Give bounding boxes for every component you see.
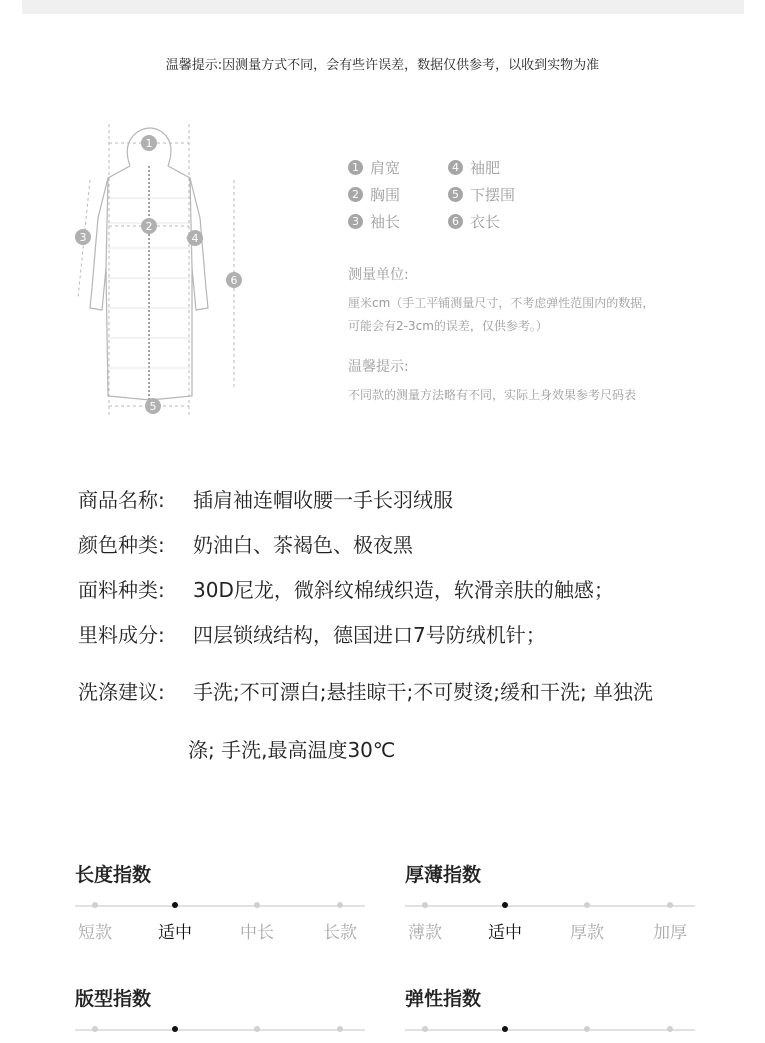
legend-item: 4 袖肥 (448, 157, 548, 178)
spec-lining: 里料成分: 四层锁绒结构，德国进口7号防绒机针； (78, 623, 546, 647)
diagram-num-5: 5 (149, 400, 157, 413)
index-track (75, 905, 365, 907)
index-option: 适中 (158, 923, 192, 943)
index-option: 短款 (78, 923, 112, 943)
index-stop (584, 1026, 590, 1032)
unit-title: 测量单位: (348, 267, 409, 283)
index-stop (584, 902, 590, 908)
measurement-unit (348, 264, 654, 338)
diagram-num-4: 4 (191, 232, 199, 245)
reminder-text: 不同款的测量方法略有不同，实际上身效果参考尺码表 (348, 388, 637, 402)
index-stop (92, 1026, 98, 1032)
diagram-num-1: 1 (145, 137, 153, 150)
unit-line-2: 可能会有2-3cm的误差，仅供参考。） (348, 319, 548, 333)
legend-item: 3 袖长 (348, 211, 448, 232)
measurement-notice: 温馨提示:因测量方式不同，会有些许误差，数据仅供参考，以收到实物为准 (165, 58, 600, 73)
index-track (405, 1029, 695, 1031)
legend-item: 2 胸围 (348, 184, 448, 205)
elasticity-index (405, 984, 695, 1011)
index-stop (502, 1026, 508, 1032)
index-title: 弹性指数 (405, 988, 482, 1010)
index-option: 厚款 (570, 923, 604, 943)
index-stop (254, 1026, 260, 1032)
index-option: 中长 (240, 923, 274, 943)
legend-item: 6 衣长 (448, 211, 548, 232)
fit-reminder (348, 356, 636, 407)
fit-index (75, 984, 365, 1011)
spec-colors: 颜色种类: 奶油白、茶褐色、极夜黑 (78, 533, 413, 557)
spec-fabric: 面料种类: 30D尼龙，微斜纹棉绒织造，软滑亲肤的触感； (78, 578, 614, 602)
index-stop (667, 902, 673, 908)
reminder-title: 温馨提示: (348, 359, 409, 375)
index-stop (172, 1026, 178, 1032)
spec-wash: 洗涤建议: 手洗;不可漂白;悬挂晾干;不可熨烫;缓和干洗; 单独洗 (78, 680, 654, 704)
index-stop (667, 1026, 673, 1032)
index-track (75, 1029, 365, 1031)
index-option: 长款 (323, 923, 357, 943)
coat-measurement-diagram (60, 118, 260, 423)
index-stop (92, 902, 98, 908)
index-option: 适中 (488, 923, 522, 943)
index-stop (337, 1026, 343, 1032)
legend-item: 5 下摆围 (448, 184, 548, 205)
spec-wash-continued: 涤; 手洗,最高温度30℃ (188, 738, 396, 762)
legend-item: 1 肩宽 (348, 157, 448, 178)
measurement-legend (348, 154, 548, 235)
spec-product-name: 商品名称: 插肩袖连帽收腰一手长羽绒服 (78, 488, 453, 512)
index-title: 版型指数 (75, 988, 152, 1010)
index-stop (172, 902, 178, 908)
index-option: 薄款 (408, 923, 442, 943)
index-title: 厚薄指数 (405, 864, 482, 886)
index-option: 加厚 (653, 923, 687, 943)
index-title: 长度指数 (75, 864, 152, 886)
top-divider-bar (22, 0, 744, 14)
index-stop (337, 902, 343, 908)
length-index (75, 860, 365, 943)
diagram-num-2: 2 (145, 220, 153, 233)
index-stop (254, 902, 260, 908)
index-stop (502, 902, 508, 908)
index-stop (422, 902, 428, 908)
index-stop (422, 1026, 428, 1032)
index-track (405, 905, 695, 907)
diagram-num-6: 6 (230, 274, 238, 287)
unit-line-1: 厘米cm（手工平铺测量尺寸，不考虑弹性范围内的数据， (348, 296, 655, 310)
diagram-num-3: 3 (79, 231, 87, 244)
thickness-index (405, 860, 695, 943)
